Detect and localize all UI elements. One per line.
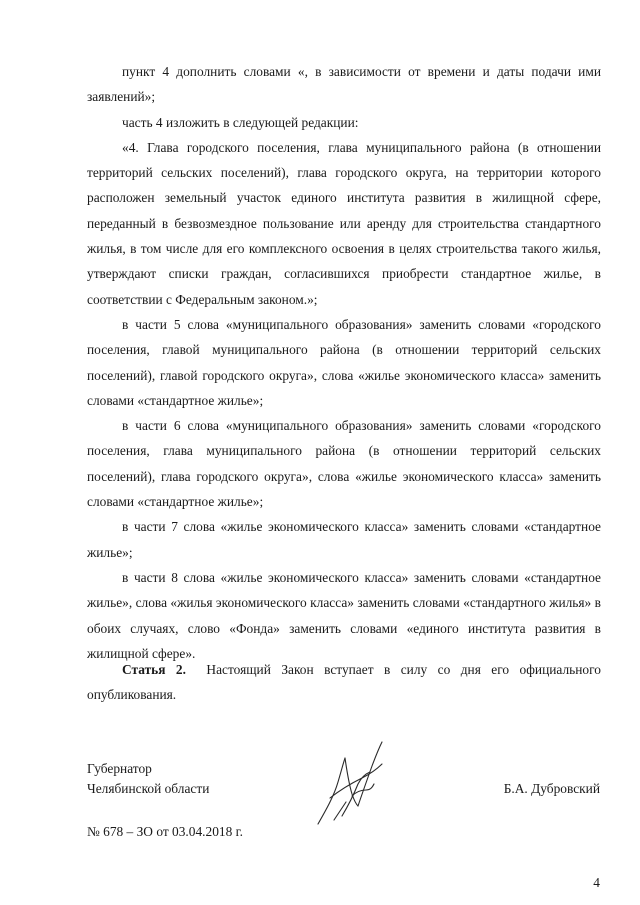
paragraph-part-4-intro: часть 4 изложить в следующей редакции: bbox=[122, 114, 359, 130]
signatory-title-line-1: Губернатор bbox=[87, 761, 152, 776]
paragraph-part-6: в части 6 слова «муниципального образования» заменить словами «городского поселения, глава муниципального района (в отношении территорий сельских поселений), глава городского округа», слова «жилье экономического класса» заменить словами «стандартное жилье»; bbox=[87, 418, 601, 510]
handwritten-signature bbox=[312, 738, 394, 830]
article-2 bbox=[87, 657, 601, 708]
paragraph-point-4: пункт 4 дополнить словами «, в зависимости от времени и даты подачи ими заявлений»; bbox=[87, 64, 601, 105]
paragraph-part-8: в части 8 слова «жилье экономического класса» заменить словами «стандартное жилье», слова «жилья экономического класса» заменить словами «стандартного жилья» в обоих случаях, слово «Фонда» заменить словами «единого института развития в жилищной сфере». bbox=[87, 569, 601, 661]
paragraph-part-7: в части 7 слова «жилье экономического класса» заменить словами «стандартное жилье»; bbox=[87, 519, 601, 560]
signatory-title-line-2: Челябинской области bbox=[87, 781, 210, 796]
article-label: Статья 2. bbox=[122, 662, 186, 677]
page-number: 4 bbox=[593, 875, 600, 890]
paragraph-part-5: в части 5 слова «муниципального образования» заменить словами «городского поселения, главой муниципального района (в отношении территорий сельских поселений), главой городского округа», слова «жилье экономического класса» заменить словами «стандартное жилье»; bbox=[87, 316, 601, 408]
signatory-title bbox=[87, 759, 209, 799]
paragraph-part-4-text: «4. Глава городского поселения, глава муниципального района (в отношении территорий сельских поселений), глава городского округа, на территории которого расположен земельный участок единого института развития в жилищной сфере, переданный в безвозмездное пользование или аренду для строительства стандартного жилья, в том числе для его комплексного освоения в целях строительства такого жилья, утверждают списки граждан, согласившихся приобрести стандартное жилье, в соответствии с Федеральным законом.»; bbox=[87, 139, 601, 307]
amendment-text bbox=[87, 59, 601, 666]
signatory-name: Б.А. Дубровский bbox=[503, 781, 600, 796]
article-text: Настоящий Закон вступает в силу со дня его официального опубликования. bbox=[87, 662, 601, 703]
law-number: № 678 – ЗО от 03.04.2018 г. bbox=[87, 824, 243, 839]
